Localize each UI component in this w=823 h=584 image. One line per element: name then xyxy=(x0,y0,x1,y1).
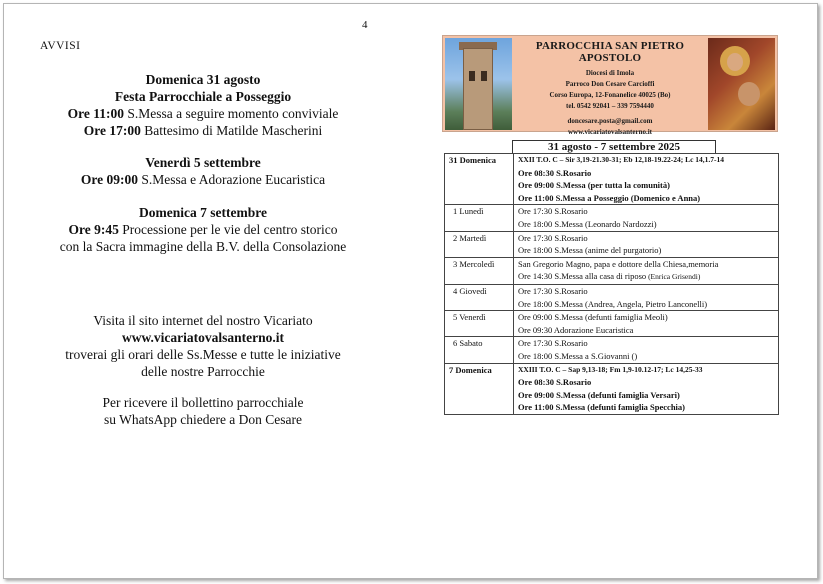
event-line: con la Sacra immagine della B.V. della Consolazione xyxy=(59,239,347,254)
day-cell: 6 Sabato xyxy=(445,337,514,363)
schedule-item: Ore 18:00 S.Messa (anime del purgatorio) xyxy=(518,245,662,256)
event-text: S.Messa a seguire momento conviviale xyxy=(123,106,339,121)
day-cell: 3 Mercoledì xyxy=(445,257,514,284)
events-cell xyxy=(514,337,779,363)
phone: tel. 0542 92041 – 339 7594440 xyxy=(566,102,654,110)
schedule-item: Ore 17:30 S.Rosario xyxy=(518,338,588,349)
event-text: S.Messa e Adorazione Eucaristica xyxy=(138,172,326,187)
day-cell: 7 Domenica xyxy=(445,363,514,414)
info-line: su WhatsApp chiedere a Don Cesare xyxy=(103,412,303,427)
day-cell: 31 Domenica xyxy=(445,154,514,205)
events-cell xyxy=(514,284,779,310)
event-line xyxy=(36,221,370,238)
event-line xyxy=(36,171,370,188)
email-link[interactable]: doncesare.posta@gmail.com xyxy=(567,117,653,125)
address: Corso Europa, 12-Fonanelice 40025 (Bo) xyxy=(549,91,671,99)
website-link[interactable]: www.vicariatovalsanterno.it xyxy=(568,128,652,136)
whatsapp-info xyxy=(36,394,370,428)
day-cell: 1 Lunedì xyxy=(445,205,514,231)
table-row xyxy=(445,337,779,363)
intention: (Enrica Grisendi) xyxy=(646,272,701,282)
event-text: Processione per le vie del centro storico xyxy=(118,222,338,237)
parish-header-card xyxy=(442,35,778,136)
schedule-item: Ore 11:00 S.Messa a Posseggio (Domenico e Anna) xyxy=(518,192,701,203)
priest: Parroco Don Cesare Carcioffi xyxy=(565,80,655,88)
schedule-item: Ore 18:00 S.Messa (Andrea, Angela, Pietro Lanconelli) xyxy=(518,298,708,309)
event-title: Festa Parrocchiale a Posseggio xyxy=(114,89,292,104)
week-range: 31 agosto - 7 settembre 2025 xyxy=(512,140,716,154)
mass-text: Ore 14:30 S.Messa alla casa di riposo xyxy=(518,271,647,282)
table-row xyxy=(445,257,779,284)
day-cell: 4 Giovedì xyxy=(445,284,514,310)
schedule-item: Ore 17:30 S.Rosario xyxy=(518,232,588,243)
info-line: troverai gli orari delle Ss.Messe e tutte le iniziative xyxy=(65,347,341,362)
event-line xyxy=(36,122,370,139)
avvisi-heading: AVVISI xyxy=(40,40,81,52)
schedule-item: Ore 09:00 S.Messa (defunti famiglia Meoli) xyxy=(518,312,668,323)
schedule-item: Ore 08:30 S.Rosario xyxy=(518,377,592,388)
diocese: Diocesi di Imola xyxy=(585,69,635,77)
event-time: Ore 09:00 xyxy=(80,172,139,187)
website-info xyxy=(36,312,370,380)
event-31-agosto xyxy=(36,71,370,139)
day-cell: 2 Martedì xyxy=(445,231,514,257)
schedule-item: Ore 17:30 S.Rosario xyxy=(518,285,588,296)
events-cell xyxy=(514,231,779,257)
page-number: 4 xyxy=(362,19,368,31)
saint-name: San Gregorio Magno xyxy=(518,258,590,269)
event-date: Domenica 31 agosto xyxy=(145,72,261,87)
event-time: Ore 9:45 xyxy=(68,222,119,237)
weekly-schedule-table xyxy=(444,153,779,415)
events-cell xyxy=(514,311,779,337)
schedule-item: Ore 17:30 S.Rosario xyxy=(518,206,588,217)
saint-desc: , papa e dottore della Chiesa,memoria xyxy=(589,258,719,269)
table-row xyxy=(445,154,779,205)
schedule-item xyxy=(518,258,774,271)
event-7-settembre xyxy=(36,204,370,255)
events-cell xyxy=(514,205,779,231)
event-date: Domenica 7 settembre xyxy=(139,205,267,220)
schedule-item: Ore 09:00 S.Messa (per tutta la comunità) xyxy=(518,180,670,191)
info-line: delle nostre Parrocchie xyxy=(141,364,265,379)
schedule-item xyxy=(518,270,774,284)
schedule-item: Ore 09:00 S.Messa (defunti famiglia Versari) xyxy=(518,389,680,400)
table-row xyxy=(445,363,779,414)
event-5-settembre xyxy=(36,154,370,188)
info-line: Per ricevere il bollettino parrocchiale xyxy=(102,395,304,410)
event-time: Ore 11:00 xyxy=(67,106,124,121)
table-row xyxy=(445,231,779,257)
parish-info xyxy=(515,40,705,138)
event-date: Venerdì 5 settembre xyxy=(145,155,261,170)
event-time: Ore 17:00 xyxy=(83,123,141,138)
schedule-item: Ore 18:00 S.Messa a S.Giovanni () xyxy=(518,350,638,361)
church-tower-photo xyxy=(445,38,512,130)
schedule-item: Ore 08:30 S.Rosario xyxy=(518,167,592,178)
day-cell: 5 Venerdì xyxy=(445,311,514,337)
events-cell xyxy=(514,257,779,284)
parish-title: PARROCCHIA SAN PIETRO APOSTOLO xyxy=(535,40,685,64)
liturgy-reading: XXII T.O. C – Sir 3,19-21.30-31; Eb 12,18-19.22-24; Lc 14,1.7-14 xyxy=(518,155,725,164)
table-row xyxy=(445,284,779,310)
info-line: Visita il sito internet del nostro Vicariato xyxy=(93,313,313,328)
schedule-item: Ore 09:30 Adorazione Eucaristica xyxy=(518,324,634,335)
madonna-icon-painting xyxy=(708,38,775,130)
event-line xyxy=(36,105,370,122)
table-row xyxy=(445,311,779,337)
schedule-item: Ore 18:00 S.Messa (Leonardo Nardozzi) xyxy=(518,218,657,229)
liturgy-reading: XXIII T.O. C – Sap 9,13-18; Fm 1,9-10.12-17; Lc 14,25-33 xyxy=(518,364,703,374)
events-cell xyxy=(514,154,779,205)
table-row xyxy=(445,205,779,231)
schedule-item: Ore 11:00 S.Messa (defunti famiglia Specchia) xyxy=(518,402,685,413)
events-cell xyxy=(514,363,779,414)
website-link[interactable]: www.vicariatovalsanterno.it xyxy=(122,330,284,345)
event-text: Battesimo di Matilde Mascherini xyxy=(140,123,323,138)
